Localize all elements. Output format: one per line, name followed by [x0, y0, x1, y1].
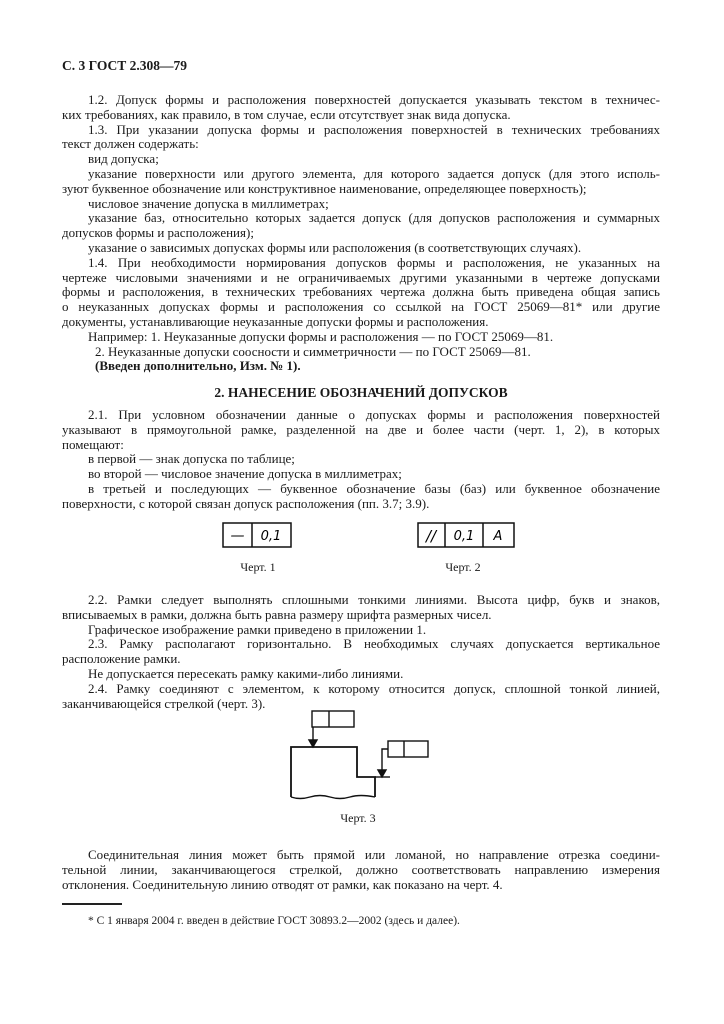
section-heading: 2. НАНЕСЕНИЕ ОБОЗНАЧЕНИЙ ДОПУСКОВ	[214, 385, 508, 400]
paragraph-line: Графическое изображение рамки приведено в приложении 1.	[88, 621, 427, 637]
figure-1-caption: Черт. 1	[240, 560, 276, 574]
paragraph-line: формы и расположения, в технических требованиях чертежа должна быть приведена общая запись	[62, 284, 660, 300]
fig2-datum: A	[493, 529, 503, 544]
section-2-2-text	[62, 593, 660, 711]
fig2-value: 0,1	[453, 529, 475, 544]
paragraph-line: в третьей и последующих — буквенное обозначение базы (баз) или буквенное обозначение	[88, 480, 660, 496]
paragraph-line: отклонения. Соединительную линию отводят от рамки, как показано на черт. 4.	[62, 876, 503, 892]
paragraph-line: числовое значение допуска в миллиметрах;	[88, 195, 329, 211]
paragraph-line: указывают в прямоугольной рамке, разделенной на две и более части (черт. 1, 2), в которых	[62, 421, 660, 437]
paragraph-line: в первой — знак допуска по таблице;	[88, 451, 295, 467]
fig1-symbol: —	[230, 528, 245, 544]
paragraph-line: поверхности, с которой связан допуск расположения (пп. 3.7; 3.9).	[62, 495, 430, 511]
paragraph-line: допусков формы и расположения);	[62, 225, 254, 241]
paragraph-line: Соединительная линия может быть прямой или ломаной, но направление отрезка соедини-	[88, 847, 660, 862]
paragraph-line: Не допускается пересекать рамку какими-либо линиями.	[88, 665, 404, 681]
figure-2-caption: Черт. 2	[445, 560, 481, 574]
paragraph-line: о неуказанных допусках формы и расположения со ссылкой на ГОСТ 25069—81* или другие	[62, 299, 660, 315]
paragraph-line: 2.1. При условном обозначении данные о допусках формы и расположения поверхностей	[88, 407, 660, 422]
paragraph-line: указание поверхности или другого элемента, для которого задается допуск (для этого исполь-	[88, 165, 660, 181]
footnote: * С 1 января 2004 г. введен в действие ГОСТ 30893.2—2002 (здесь и далее).	[88, 915, 460, 927]
paragraph-line: (Введен дополнительно, Изм. № 1).	[95, 358, 301, 374]
paragraph-line: 2.4. Рамку соединяют с элементом, к которому относится допуск, сплошной тонкой линией,	[88, 680, 660, 696]
paragraph-line: 2.3. Рамку располагают горизонтально. В необходимых случаях допускается вертикальное	[88, 636, 660, 652]
paragraph-line: заканчивающейся стрелкой (черт. 3).	[62, 695, 266, 711]
connecting-line-paragraph	[62, 848, 660, 892]
paragraph-line: 1.2. Допуск формы и расположения поверхностей допускается указывать текстом в техничес-	[88, 92, 660, 107]
paragraph-line: помещают:	[62, 436, 124, 452]
paragraph-line: 2.2. Рамки следует выполнять сплошными тонкими линиями. Высота цифр, букв и знаков,	[88, 592, 660, 607]
page-header: С. 3 ГОСТ 2.308—79	[62, 58, 188, 73]
paragraph-line: Например: 1. Неуказанные допуски формы и расположения — по ГОСТ 25069—81.	[88, 328, 554, 344]
paragraph-line: 1.3. При указании допуска формы и расположения поверхностей в технических требованиях	[88, 121, 660, 137]
paragraph-line: 2. Неуказанные допуски соосности и симметричности — по ГОСТ 25069—81.	[95, 343, 531, 359]
fig1-value: 0,1	[260, 529, 282, 544]
figure-3-drawing	[291, 711, 428, 799]
paragraph-line: тельной линии, заканчивающегося стрелкой, должно соответствовать направлению измерения	[62, 861, 660, 877]
paragraph-line: текст должен содержать:	[62, 136, 199, 152]
paragraph-line: во второй — числовое значение допуска в миллиметрах;	[88, 466, 402, 482]
paragraph-line: ких требованиях, как правило, в том случае, если отсутствует знак вида допуска.	[62, 106, 511, 122]
paragraph-line: указание баз, относительно которых задается допуск (для допусков расположения и суммарных	[88, 210, 660, 226]
paragraph-line: указание о зависимых допусках формы или расположения (в соответствующих случаях).	[88, 239, 582, 255]
footnote-divider	[62, 903, 122, 905]
paragraph-line: чертеже числовыми значениями и не ограничиваемых другими указанными в чертеже допусками	[62, 269, 660, 285]
paragraph-line: вписываемых в рамки, должна быть равна размеру шрифта размерных чисел.	[62, 606, 492, 622]
paragraph-line: зуют буквенное обозначение или конструктивное наименование, определяющее поверхность);	[62, 180, 587, 196]
figure-3-caption: Черт. 3	[340, 811, 376, 825]
fig2-parallelism-symbol: //	[425, 527, 437, 545]
paragraph-line: 1.4. При необходимости нормирования допусков формы и расположения, не указанных на	[88, 254, 660, 270]
paragraph-line: документы, устанавливающие неуказанные допуски формы и расположения.	[62, 313, 489, 329]
paragraph-line: расположение рамки.	[62, 651, 181, 667]
paragraph-line: вид допуска;	[88, 151, 159, 167]
